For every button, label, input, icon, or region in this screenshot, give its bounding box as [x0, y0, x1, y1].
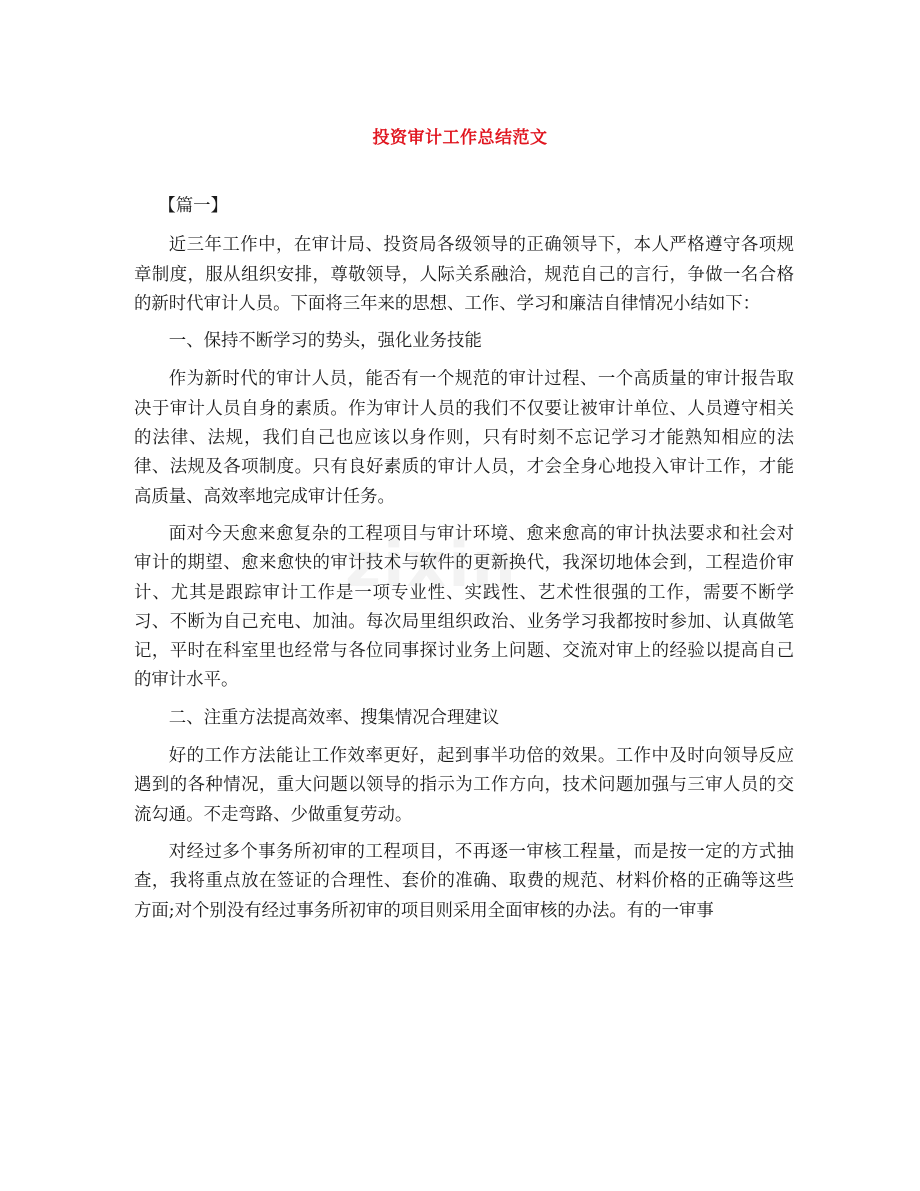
document-title: 投资审计工作总结范文: [372, 128, 548, 148]
paragraph-intro: 近三年工作中，在审计局、投资局各级领导的正确领导下，本人严格遵守各项规章制度，服从组织安排，尊敬领导，人际关系融洽，规范自己的言行，争做一名合格的新时代审计人员。下面将三年来的思想、工作、学习和廉洁自律情况小结如下：: [134, 235, 794, 314]
section-label: 【篇一】: [158, 196, 228, 216]
paragraph-2: 面对今天愈来愈复杂的工程项目与审计环境、愈来愈高的审计执法要求和社会对审计的期望、愈来愈快的审计技术与软件的更新换代，我深切地体会到，工程造价审计、尤其是跟踪审计工作是一项专业性、实践性、艺术性很强的工作，需要不断学习、不断为自己充电、加油。每次局里组织政治、业务学习我都按时参加、认真做笔记，平时在科室里也经常与各位同事探讨业务上问题、交流对审上的经验以提高自己的审计水平。: [134, 523, 794, 691]
paragraph-3: 好的工作方法能让工作效率更好，起到事半功倍的效果。工作中及时向领导反应遇到的各种情况，重大问题以领导的指示为工作方向，技术问题加强与三审人员的交流勾通。不走弯路、少做重复劳动。: [134, 746, 794, 825]
document-body: [134, 192, 794, 934]
section-heading-2: 二、注重方法提高效率、搜集情况合理建议: [168, 707, 500, 728]
section-heading-1: 一、保持不断学习的势头，强化业务技能: [168, 331, 482, 352]
paragraph-4: 对经过多个事务所初审的工程项目，不再逐一审核工程量，而是按一定的方式抽查，我将重点放在签证的合理性、套价的准确、取费的规范、材料价格的正确等这些方面;对个别没有经过事务所初审的项目则采用全面审核的办法。有的一审事: [134, 841, 794, 921]
watermark: zixin: [345, 528, 518, 601]
paragraph-1: 作为新时代的审计人员，能否有一个规范的审计过程、一个高质量的审计报告取决于审计人员自身的素质。作为审计人员的我们不仅要让被审计单位、人员遵守相关的法律、法规，我们自己也应该以身作则，只有时刻不忘记学习才能熟知相应的法律、法规及各项制度。只有良好素质的审计人员，才会全身心地投入审计工作，才能高质量、高效率地完成审计任务。: [134, 369, 794, 507]
